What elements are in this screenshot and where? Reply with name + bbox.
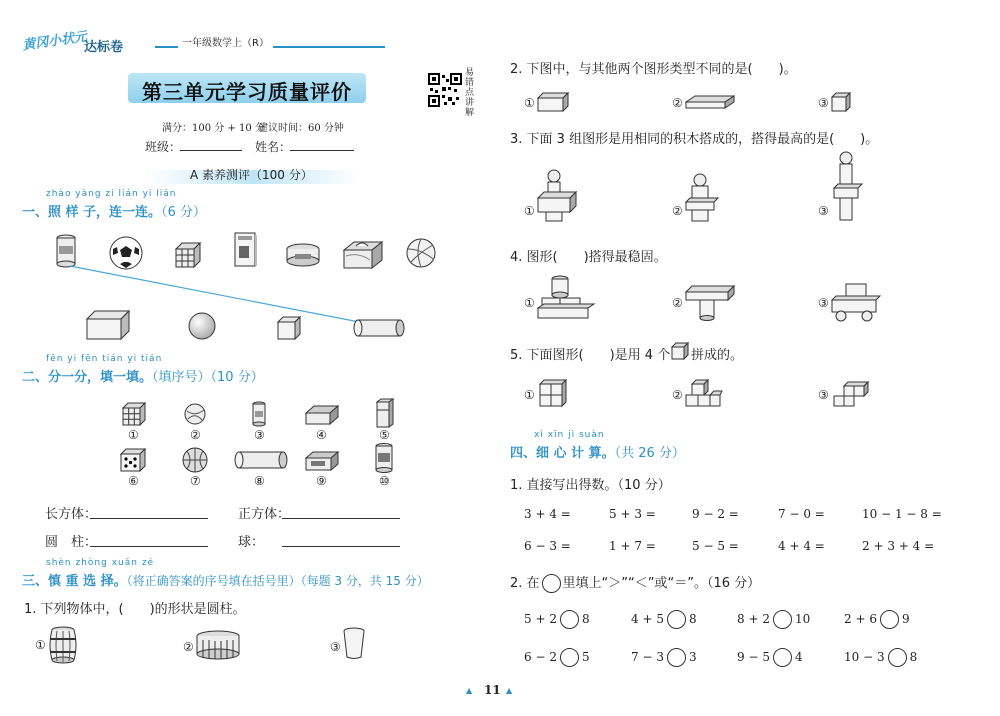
cylinder-shape[interactable] [352,318,408,338]
tea-can-icon [374,443,394,473]
calc-2-3[interactable]: 5 − 5 = [692,539,739,553]
calc-q2-text-b: 里填上“＞”“＜”或“＝”。（16 分） [562,576,761,591]
item-label-6: ⑥ [128,474,139,488]
q4-car-icon [830,282,882,324]
cmp-2-4[interactable] [844,648,917,667]
item-label-2: ② [190,428,201,442]
calc-2-5[interactable]: 2 + 3 + 4 = [862,539,935,553]
calc-q1-text: 1. 直接写出得数。（10 分） [510,478,671,493]
fridge-icon [376,398,394,428]
q3-stack-3-icon [830,150,864,222]
sec1-title [22,201,206,220]
q1-opt-3[interactable]: ③ [330,640,341,654]
q5-text-a: 5. 下面图形( )是用 4 个 [510,348,671,363]
sec1-pinyin: zhào yàng zi lián yi lián [46,189,177,199]
item-label-7: ⑦ [190,474,201,488]
cmp-left: 10 − 3 [844,650,885,664]
cmp-right: 9 [901,612,910,626]
calc-1-5[interactable]: 10 − 1 − 8 = [862,507,942,521]
name-label: 姓名： [255,140,292,154]
q2-text: 2. 下图中，与其他两个图形类型不同的是( )。 [510,62,797,77]
ball-icon [184,403,206,425]
sec4-title [510,442,685,461]
cmp-right: 10 [794,612,811,626]
q2-plate-icon [685,95,735,109]
item-label-8: ⑧ [254,474,265,488]
q2-cube-icon [831,92,851,112]
q4-opt-1[interactable]: ① [524,296,535,310]
time-info: 建议时间：60 分钟 [258,123,344,134]
cmp-1-4[interactable] [844,610,910,629]
series-name: 达标卷 [84,40,124,55]
sec3-title-text: 三、慎 重 选 择。 [22,574,127,589]
cmp-2-3[interactable] [737,648,803,667]
rubik-cube-icon [122,402,146,426]
q4-text: 4. 图形( )搭得最稳固。 [510,250,667,265]
cmp-right: 4 [794,650,803,664]
calc-2-1[interactable]: 6 − 3 = [524,539,571,553]
blank-circle-icon [542,574,561,593]
name-input[interactable] [290,150,354,151]
cmp-right: 3 [688,650,697,664]
calc-q2-text [510,572,760,593]
q4-opt-3[interactable]: ③ [818,296,829,310]
q2-opt-3[interactable]: ③ [818,96,829,110]
barrel-icon [48,626,78,664]
cmp-left: 4 + 5 [631,612,664,626]
sec4-title-text: 四、细 心 计 算。 [510,446,615,461]
page-number-deco-right: ▲ [506,686,513,695]
sphere-label: 球： [238,535,265,550]
score-info: 满分：100 分 + 10 分 [162,123,265,134]
sec3-title [22,570,429,589]
q1-opt-1[interactable]: ① [35,638,46,652]
compare-circle[interactable] [667,648,686,667]
calc-q2-text-a: 2. 在 [510,576,540,591]
q3-stack-2-icon [682,172,722,222]
q4-opt-2[interactable]: ② [672,296,683,310]
q3-stack-1-icon [534,168,580,222]
cmp-left: 7 − 3 [631,650,664,664]
sphere-answer[interactable] [282,546,400,547]
calc-1-2[interactable]: 5 + 3 = [609,507,656,521]
cuboid-label: 长方体： [45,507,98,522]
cmp-right: 5 [581,650,590,664]
class-label: 班级： [145,140,182,154]
sec2-title [22,366,264,385]
page-title: 第三单元学习质量评价 [142,80,352,104]
sec3-score: （将正确答案的序号填在括号里）（每题 3 分，共 15 分） [126,574,429,588]
drum-icon [195,630,241,660]
q3-opt-3[interactable]: ③ [818,204,829,218]
compare-circle[interactable] [560,610,579,629]
cmp-1-1[interactable] [524,610,590,629]
compare-circle[interactable] [888,648,907,667]
sec4-score: （共 26 分） [614,446,685,461]
q1-text: 1. 下列物体中，( )的形状是圆柱。 [24,602,246,617]
cmp-right: 8 [909,650,918,664]
q2-cuboid-icon [537,92,569,112]
dice-icon [120,448,146,472]
calc-1-3[interactable]: 9 − 2 = [692,507,739,521]
q4-structure-1-icon [536,274,596,320]
q5-opt-1[interactable]: ① [524,388,535,402]
sec2-score: （填序号）（10 分） [152,370,264,385]
item-label-5: ⑤ [379,428,390,442]
basketball-icon [182,447,208,473]
q5-opt-3[interactable]: ③ [818,388,829,402]
cmp-right: 8 [581,612,590,626]
q3-text: 3. 下面 3 组图形是用相同的积木搭成的，搭得最高的是( )。 [510,132,879,147]
cmp-left: 2 + 6 [844,612,877,626]
item-label-4: ④ [316,428,327,442]
q2-opt-1[interactable]: ① [524,96,535,110]
item-label-9: ⑨ [316,474,327,488]
cmp-1-3[interactable] [737,610,810,629]
item-label-3: ③ [254,428,265,442]
cylinder-label: 圆 柱： [45,535,98,550]
volleyball-image [405,237,437,269]
q4-structure-2-icon [684,284,736,322]
cuboid-shape[interactable] [86,310,130,340]
q3-opt-1[interactable]: ① [524,204,535,218]
compare-circle[interactable] [773,648,792,667]
sec4-pinyin: xì xīn jì suàn [534,430,605,440]
cmp-left: 6 − 2 [524,650,557,664]
q3-opt-2[interactable]: ② [672,204,683,218]
cmp-right: 8 [688,612,697,626]
calc-1-4[interactable]: 7 − 0 = [778,507,825,521]
q5-opt-2[interactable]: ② [672,388,683,402]
cmp-left: 9 − 5 [737,650,770,664]
cube-label: 正方体： [238,507,291,522]
compare-circle[interactable] [880,610,899,629]
sec3-pinyin: shèn zhòng xuǎn zé [46,558,155,568]
q5-shape-1-icon [536,376,568,412]
compare-circle[interactable] [560,648,579,667]
compare-circle[interactable] [773,610,792,629]
sec1-title-text: 一、照 样 子，连一连。 [22,205,162,220]
grade-label: 一年级数学上（R） [178,34,273,49]
q2-opt-2[interactable]: ② [672,96,683,110]
box-icon [305,405,339,425]
sec2-title-text: 二、分一分，填一填。 [22,370,153,385]
cube-shape[interactable] [277,316,301,340]
class-input[interactable] [180,150,242,151]
item-label-10: ⑩ [379,474,390,488]
cuboid-answer[interactable] [90,518,208,519]
brand-logo: 黄冈小状元 [21,29,89,54]
page-number: 11 [484,683,501,697]
cmp-1-2[interactable] [631,610,697,629]
cylinder-answer[interactable] [90,546,208,547]
roller-pin-icon [234,451,288,469]
battery-icon [251,401,267,427]
page-number-deco-left: ▲ [466,686,473,695]
compare-circle[interactable] [667,610,686,629]
cmp-left: 8 + 2 [737,612,770,626]
cmp-2-2[interactable] [631,648,697,667]
unit-cube-icon [671,342,689,360]
q5-shape-2-icon [684,376,724,412]
sec1-score: （6 分） [161,205,206,220]
cmp-left: 5 + 2 [524,612,557,626]
part-a-title: A 素养测评（100 分） [190,168,313,182]
calc-2-2[interactable]: 1 + 7 = [609,539,656,553]
qr-code-icon [428,73,462,107]
item-label-1: ① [128,428,139,442]
calc-2-4[interactable]: 4 + 4 = [778,539,825,553]
package-icon [305,451,339,471]
cmp-2-1[interactable] [524,648,590,667]
cup-icon [342,627,366,661]
qr-caption: 易错点讲解 [465,68,475,118]
sphere-shape[interactable] [188,312,216,340]
q5-shape-3-icon [830,380,870,408]
sec2-pinyin: fēn yi fēn tián yi tián [46,354,163,364]
calc-1-1[interactable]: 3 + 4 = [524,507,571,521]
cube-answer[interactable] [282,518,400,519]
q1-opt-2[interactable]: ② [183,640,194,654]
q5-text-b: 拼成的。 [691,348,744,363]
